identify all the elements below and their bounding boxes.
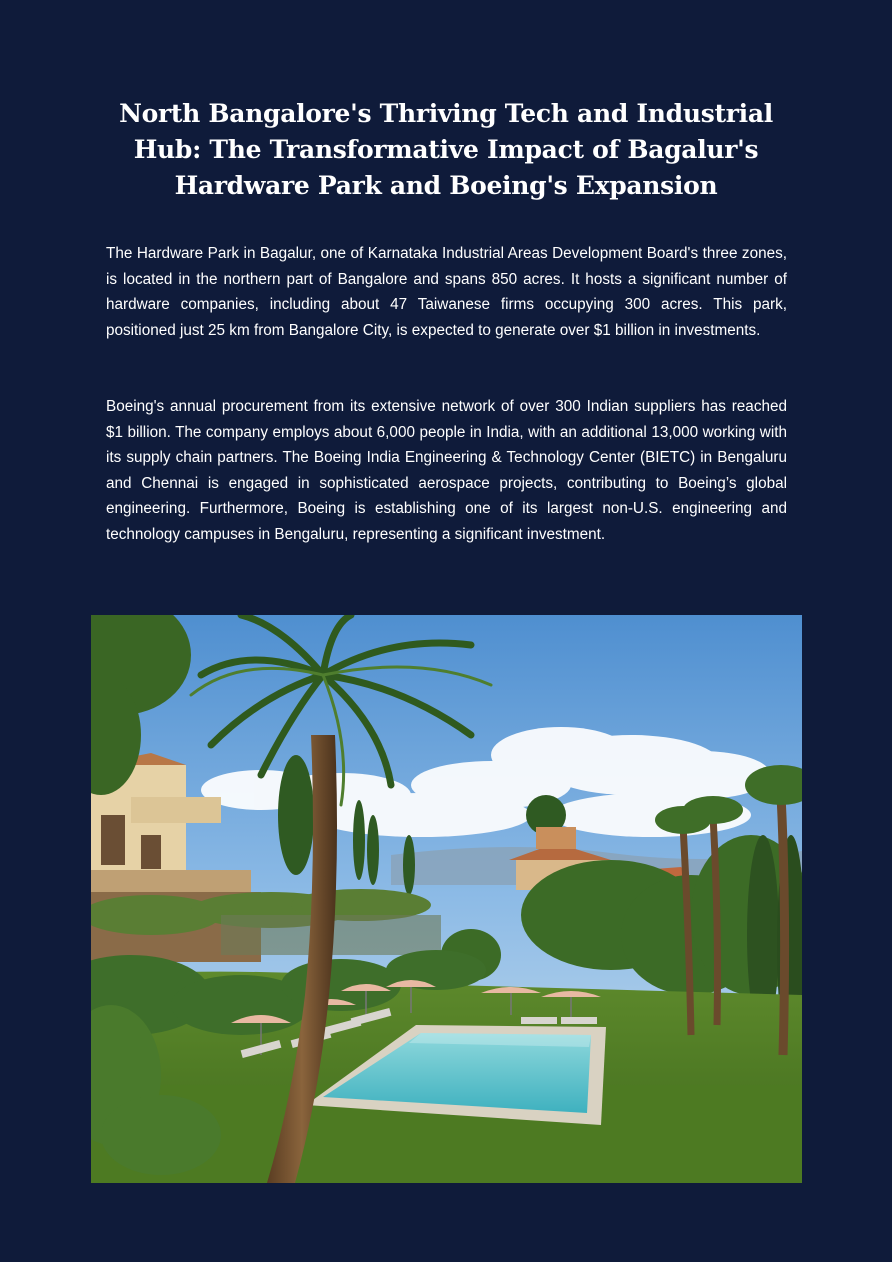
document-title: North Bangalore's Thriving Tech and Industrial Hub: The Transformative Impact of Bagalur's Hardware Park and Boeing's Expansion [119,99,773,200]
paragraph-hardware-park: The Hardware Park in Bagalur, one of Karnataka Industrial Areas Development Board's three zones, is located in the northern part of Bangalore and spans 850 acres. It hosts a significant number of hardware companies, including about 47 Taiwanese firms occupying 300 acres. This park, positioned just 25 km from Bangalore City, is expected to generate over $1 billion in investments. [106,245,787,339]
paragraph-boeing: Boeing's annual procurement from its extensive network of over 300 Indian suppliers has reached $1 billion. The company employs about 6,000 people in India, with an additional 13,000 working with its supply chain partners. The Boeing India Engineering & Technology Center (BIETC) in Bengaluru and Chennai is engaged in sophisticated aerospace projects, contributing to Boeing’s global engineering. Furthermore, Boeing is establishing one of its largest non-U.S. engineering and technology campuses in Bengaluru, representing a significant investment. [106,398,787,543]
resort-pool-photo [91,615,802,1183]
